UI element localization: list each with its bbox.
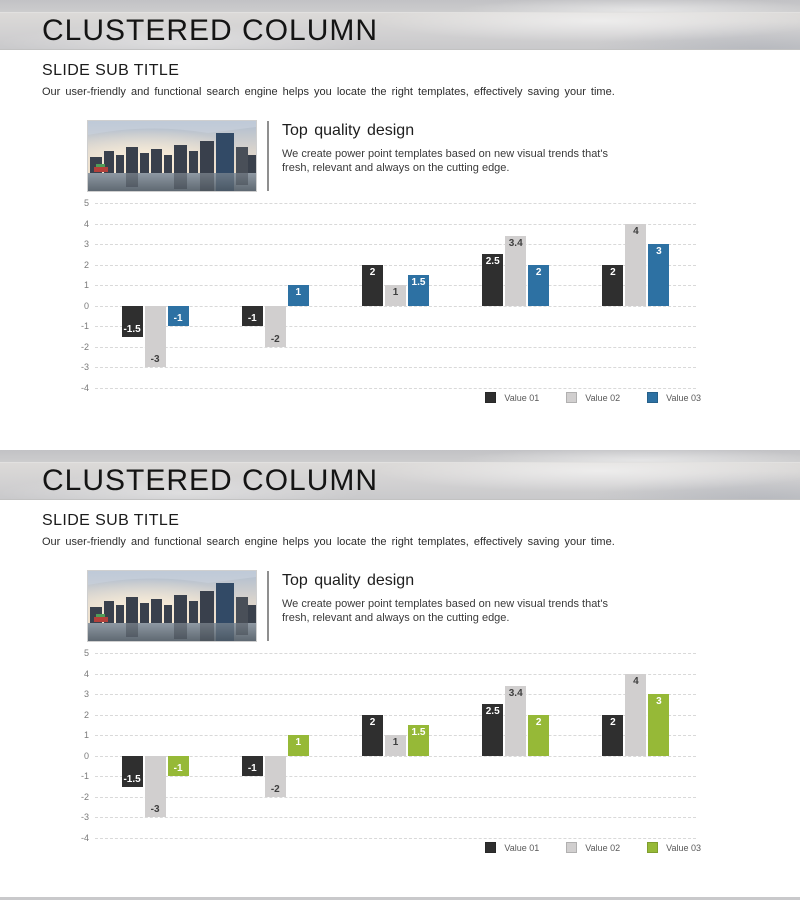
column-bar — [648, 694, 669, 756]
column-bar — [408, 725, 429, 756]
bar-data-label: 2 — [369, 266, 376, 278]
legend-label: Value 01 — [504, 392, 540, 403]
legend-item — [485, 392, 539, 403]
slide-description: Our user-friendly and functional search engine helps you locate the right templates, effectively saving your time. — [42, 86, 615, 98]
slide-preview-2 — [0, 450, 800, 900]
bar-data-label: -2 — [270, 333, 280, 345]
bar-data-label: 1 — [295, 737, 302, 749]
gridline — [95, 347, 696, 348]
y-tick-label: -2 — [80, 341, 89, 352]
y-tick-label: 2 — [83, 259, 89, 270]
slide-subtitle: SLIDE SUB TITLE — [42, 512, 180, 529]
bar-data-label: 2.5 — [485, 706, 500, 718]
bar-data-label: 1.5 — [411, 276, 426, 288]
column-bar — [122, 756, 143, 787]
column-bar — [168, 306, 189, 327]
bar-data-label: 3.4 — [508, 687, 523, 699]
gridline — [95, 367, 696, 368]
y-tick-label: 4 — [83, 668, 89, 679]
bar-data-label: -3 — [150, 804, 160, 816]
slide-header — [0, 12, 800, 50]
column-bar — [145, 756, 166, 818]
bar-data-label: -2 — [270, 783, 280, 795]
legend-swatch — [647, 392, 658, 403]
bar-data-label: -1 — [173, 763, 183, 775]
sky-strip — [0, 0, 800, 12]
column-bar — [288, 735, 309, 756]
bar-data-label: -1.5 — [123, 773, 141, 785]
y-tick-label: 1 — [83, 730, 89, 741]
column-bar — [528, 715, 549, 756]
gridline — [95, 224, 696, 225]
column-bar — [122, 306, 143, 337]
column-bar — [362, 715, 383, 756]
legend-label: Value 02 — [585, 842, 621, 853]
y-tick-label: 3 — [83, 689, 89, 700]
bar-data-label: -1 — [247, 313, 257, 325]
y-tick-label: 4 — [83, 218, 89, 229]
legend-swatch — [566, 842, 577, 853]
column-bar — [625, 224, 646, 306]
bar-data-label: -3 — [150, 354, 160, 366]
bar-data-label: 1 — [392, 287, 399, 299]
y-tick-label: -4 — [80, 383, 89, 393]
gridline — [95, 817, 696, 818]
gridline — [95, 776, 696, 777]
legend-swatch — [566, 392, 577, 403]
bar-data-label: 1.5 — [411, 726, 426, 738]
bar-data-label: 2 — [369, 716, 376, 728]
column-bar — [265, 306, 286, 347]
sky-strip — [0, 450, 800, 462]
column-bar — [242, 306, 263, 327]
column-bar — [265, 756, 286, 797]
bar-data-label: 3 — [656, 696, 662, 708]
column-bar — [145, 306, 166, 368]
feature-text: We create power point templates based on new visual trends that's fresh, relevant and always on the cutting edge. — [282, 598, 608, 624]
gridline — [95, 674, 696, 675]
legend-swatch — [485, 392, 496, 403]
bar-data-label: 3 — [656, 246, 662, 258]
column-bar — [602, 265, 623, 306]
bar-data-label: 2.5 — [485, 256, 500, 268]
column-bar — [505, 236, 526, 306]
bar-data-label: 3.4 — [508, 237, 523, 249]
bar-data-label: 4 — [633, 675, 639, 687]
y-tick-label: 0 — [83, 750, 89, 761]
column-bar — [385, 285, 406, 306]
gridline — [95, 653, 696, 654]
gridline — [95, 203, 696, 204]
feature-block — [88, 571, 800, 641]
y-tick-label: -1 — [80, 321, 89, 332]
y-tick-label: 5 — [83, 198, 89, 208]
bar-data-label: -1.5 — [123, 323, 141, 335]
clustered-column-chart — [80, 198, 696, 393]
legend-label: Value 03 — [666, 842, 701, 853]
y-tick-label: -3 — [80, 812, 89, 823]
column-bar — [168, 756, 189, 777]
legend-label: Value 02 — [585, 392, 621, 403]
column-bar — [602, 715, 623, 756]
column-bar — [242, 756, 263, 777]
column-bar — [482, 254, 503, 305]
y-tick-label: -2 — [80, 791, 89, 802]
column-bar — [625, 674, 646, 756]
legend-item — [566, 842, 620, 853]
feature-block — [88, 121, 800, 191]
column-bar — [288, 285, 309, 306]
bar-data-label: 1 — [392, 737, 399, 749]
bar-data-label: 2 — [535, 266, 542, 278]
y-tick-label: 1 — [83, 280, 89, 291]
slide-description: Our user-friendly and functional search engine helps you locate the right templates, effectively saving your time. — [42, 536, 615, 548]
vertical-divider — [267, 121, 269, 191]
city-skyline-thumbnail — [88, 121, 256, 191]
bar-data-label: 2 — [610, 266, 616, 278]
legend-label: Value 03 — [666, 392, 701, 403]
chart-legend — [95, 842, 701, 853]
bar-data-label: 2 — [610, 716, 616, 728]
legend-item — [485, 842, 539, 853]
legend-item — [566, 392, 620, 403]
y-tick-label: -3 — [80, 362, 89, 373]
column-bar — [482, 704, 503, 755]
column-bar — [385, 735, 406, 756]
bar-data-label: 2 — [535, 716, 542, 728]
gridline — [95, 838, 696, 839]
feature-text: We create power point templates based on new visual trends that's fresh, relevant and always on the cutting edge. — [282, 148, 608, 174]
column-bar — [505, 686, 526, 756]
column-bar — [648, 244, 669, 306]
slide-subtitle: SLIDE SUB TITLE — [42, 62, 180, 79]
gridline — [95, 244, 696, 245]
column-bar — [408, 275, 429, 306]
feature-heading: Top quality design — [282, 122, 415, 139]
city-skyline-thumbnail — [88, 571, 256, 641]
gridline — [95, 326, 696, 327]
column-bar — [362, 265, 383, 306]
gridline — [95, 388, 696, 389]
feature-heading: Top quality design — [282, 572, 415, 589]
clustered-column-chart — [80, 648, 696, 843]
bar-data-label: -1 — [173, 313, 183, 325]
slide-title: CLUSTERED COLUMN — [42, 14, 379, 47]
legend-item — [647, 842, 701, 853]
bar-data-label: -1 — [247, 763, 257, 775]
y-tick-label: -4 — [80, 833, 89, 843]
column-bar — [528, 265, 549, 306]
chart-legend — [95, 392, 701, 403]
vertical-divider — [267, 571, 269, 641]
legend-swatch — [647, 842, 658, 853]
y-tick-label: -1 — [80, 771, 89, 782]
y-tick-label: 2 — [83, 709, 89, 720]
bar-data-label: 1 — [295, 287, 302, 299]
gridline — [95, 797, 696, 798]
slide-title: CLUSTERED COLUMN — [42, 464, 379, 497]
gridline — [95, 694, 696, 695]
slide-header — [0, 462, 800, 500]
legend-item — [647, 392, 701, 403]
bar-data-label: 4 — [633, 225, 639, 237]
legend-swatch — [485, 842, 496, 853]
legend-label: Value 01 — [504, 842, 540, 853]
y-tick-label: 5 — [83, 648, 89, 658]
y-tick-label: 0 — [83, 300, 89, 311]
y-tick-label: 3 — [83, 239, 89, 250]
